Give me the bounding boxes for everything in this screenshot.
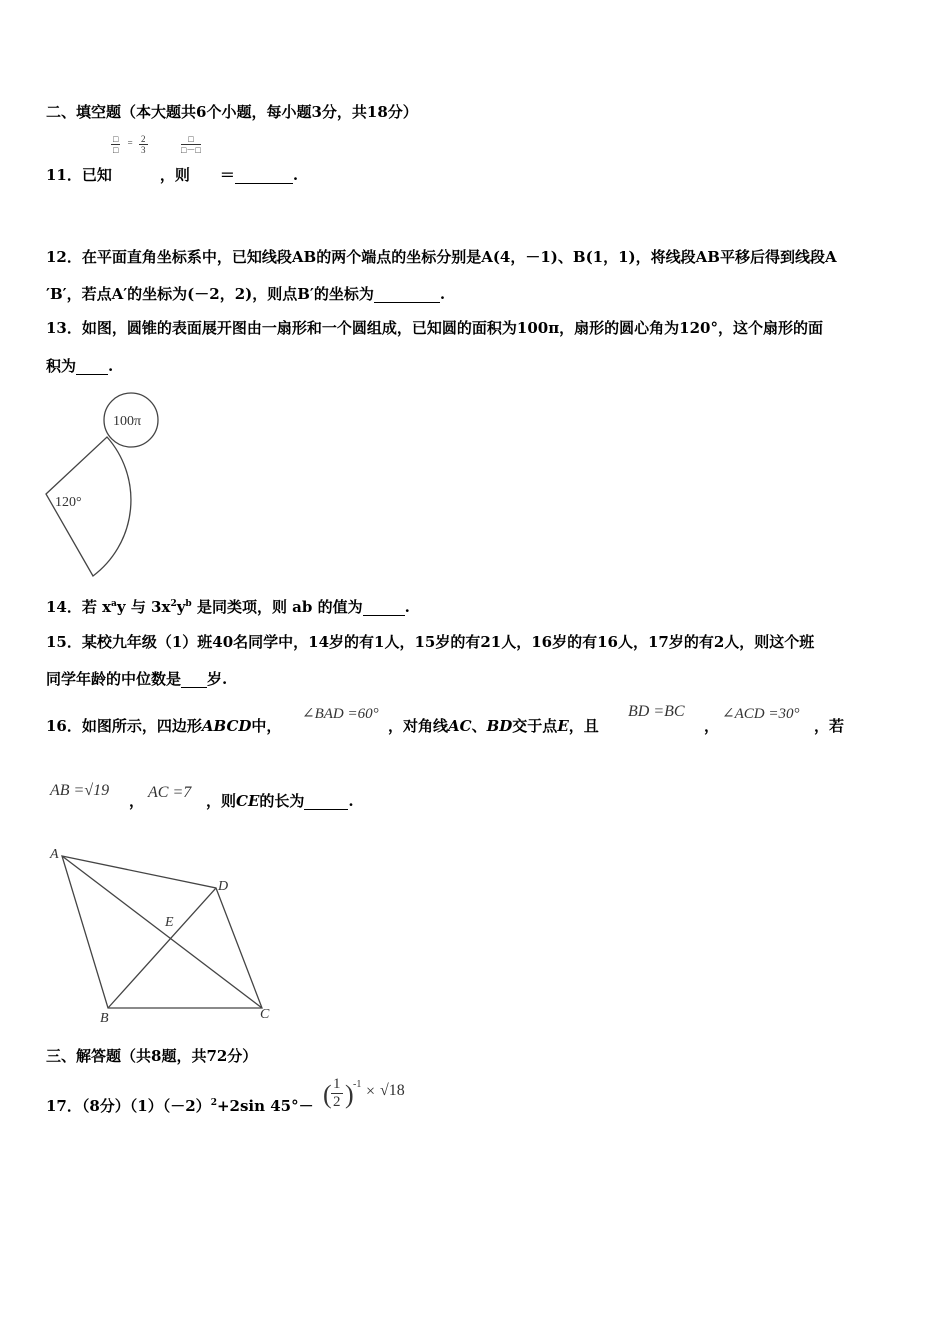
q16-line-2-a: ，则: [206, 792, 237, 810]
q11-fraction-2: [139, 134, 148, 155]
q13-line-1: 13．如图，圆锥的表面展开图由一扇形和一个圆组成，已知圆的面积为100π，扇形的圆心角为120°，这个扇形的面: [46, 319, 823, 337]
q16-condition-bad: ∠BAD =60°: [302, 706, 379, 722]
q16-line-2-b: 的长为: [259, 792, 305, 810]
q16-condition-bd-bc: BD =BC: [628, 703, 685, 720]
q14-sup-2: 2: [170, 599, 177, 609]
q11-answer-blank[interactable]: [235, 169, 293, 184]
q11-equals: ＝: [219, 166, 235, 184]
q13-circle-label: 100π: [113, 414, 142, 429]
q15-answer-blank[interactable]: [181, 673, 207, 688]
q12-end: .: [439, 285, 446, 303]
q15-line-2: [46, 670, 227, 688]
q16-line-2: [206, 792, 354, 810]
q16-text-b: 中，: [251, 717, 282, 735]
q16-diagonal-bd: [108, 888, 216, 1008]
q14-sup-b: b: [185, 599, 192, 609]
section-2-heading: 二、填空题（本大题共6个小题，每小题3分，共18分）: [46, 103, 418, 121]
section-3-heading: 三、解答题（共8题，共72分）: [46, 1047, 258, 1065]
q17-paren-left: (: [323, 1080, 332, 1109]
q11-fraction-1: [111, 134, 120, 155]
q17-sup: 2: [210, 1098, 217, 1108]
q11-number: 11．已知: [46, 166, 112, 184]
q16-comma: ，: [704, 717, 720, 735]
q15-end: 岁.: [207, 670, 228, 688]
q17-text-b: +2sin 45°－: [216, 1097, 314, 1115]
q13-end: .: [108, 357, 114, 375]
q11-frac2-den: 3: [141, 145, 146, 155]
q15-line-1: 15．某校九年级（1）班40名同学中，14岁的有1人，15岁的有21人，16岁的有16人，17岁的有2人，则这个班: [46, 633, 815, 651]
q16-text-f: ，若: [814, 717, 845, 735]
q16-text-d: 交于点: [512, 717, 558, 735]
q16-line-1-a: [46, 717, 281, 735]
q14-sup-a: a: [111, 599, 117, 609]
q13-line-2-text: 积为: [46, 357, 77, 375]
q12-line-1: 12．在平面直角坐标系中，已知线段AB的两个端点的坐标分别是A(4，－1)、B(1，1)，将线段AB平移后得到线段A: [46, 248, 837, 266]
q16-label-d: D: [218, 879, 229, 894]
q16-sep: 、: [471, 717, 487, 735]
q12-answer-blank[interactable]: [374, 288, 440, 303]
q11-line: [46, 166, 298, 184]
q16-comma-2: ，: [129, 792, 145, 810]
q16-answer-blank[interactable]: [304, 795, 348, 810]
q14-end: .: [404, 598, 410, 616]
q16-line-1-b: [388, 717, 599, 735]
q17-fraction: [331, 1076, 343, 1111]
q11-frac1-den: □: [113, 145, 119, 155]
q11-frac2-num: 2: [141, 134, 146, 144]
q17-times: ×: [366, 1083, 376, 1100]
q16-text-a: 16．如图所示，四边形: [46, 717, 202, 735]
q16-ac: AC: [448, 717, 472, 735]
q11-fraction-3: [181, 134, 201, 155]
q13-angle-label: 120°: [55, 495, 82, 510]
q13-answer-blank[interactable]: [76, 360, 108, 375]
q16-text-e: ，且: [568, 717, 599, 735]
q17-frac-den: 2: [333, 1094, 341, 1110]
q17-sqrt-18: √18: [380, 1082, 405, 1099]
q11-frac1-num: □: [113, 134, 119, 144]
q16-condition-ac: AC =7: [148, 784, 192, 801]
q16-bd: BD: [486, 717, 513, 735]
q17-frac-num: 1: [333, 1076, 341, 1092]
q16-e: E: [557, 717, 569, 735]
q13-cone-net-figure: [40, 390, 160, 580]
q14-text-b: y 与 3x: [116, 598, 171, 616]
q12-line-2-text: ′B′，若点A′的坐标为(－2，2)，则点B′的坐标为: [46, 285, 374, 303]
q16-condition-ab: AB =√19: [50, 782, 110, 799]
q11-frac3-num: □: [181, 134, 201, 145]
q17-line: [46, 1097, 314, 1115]
q16-quadrilateral-figure: [44, 842, 284, 1028]
q16-condition-acd: ∠ACD =30°: [722, 706, 800, 722]
q16-end: .: [348, 792, 354, 810]
q11-frac-equals: =: [127, 138, 134, 148]
q14-text-c: y: [176, 598, 186, 616]
q17-paren-right: ): [345, 1080, 354, 1109]
q16-label-c: C: [260, 1007, 270, 1022]
q16-ce: CE: [236, 792, 260, 810]
q14-line: [46, 598, 410, 616]
q11-end: .: [292, 166, 299, 184]
q14-text-a: 14．若 x: [46, 598, 112, 616]
q16-label-b: B: [100, 1011, 109, 1026]
q14-text-d: 是同类项，则 ab 的值为: [191, 598, 363, 616]
q16-label-e: E: [165, 915, 174, 930]
q16-diagonal-ac: [62, 856, 262, 1008]
q12-line-2: [46, 285, 445, 303]
q16-label-a: A: [50, 847, 59, 862]
q11-then: ，则: [159, 166, 190, 184]
q11-frac3-den: □－□: [181, 145, 201, 155]
q16-abcd: ABCD: [201, 717, 252, 735]
q13-line-2: [46, 357, 113, 375]
q16-text-c: ，对角线: [388, 717, 449, 735]
q17-text-a: 17．（8分）（1）（－2）: [46, 1097, 211, 1115]
q15-line-2-text: 同学年龄的中位数是: [46, 670, 182, 688]
q14-answer-blank[interactable]: [363, 601, 405, 616]
q17-exponent: -1: [353, 1079, 362, 1090]
